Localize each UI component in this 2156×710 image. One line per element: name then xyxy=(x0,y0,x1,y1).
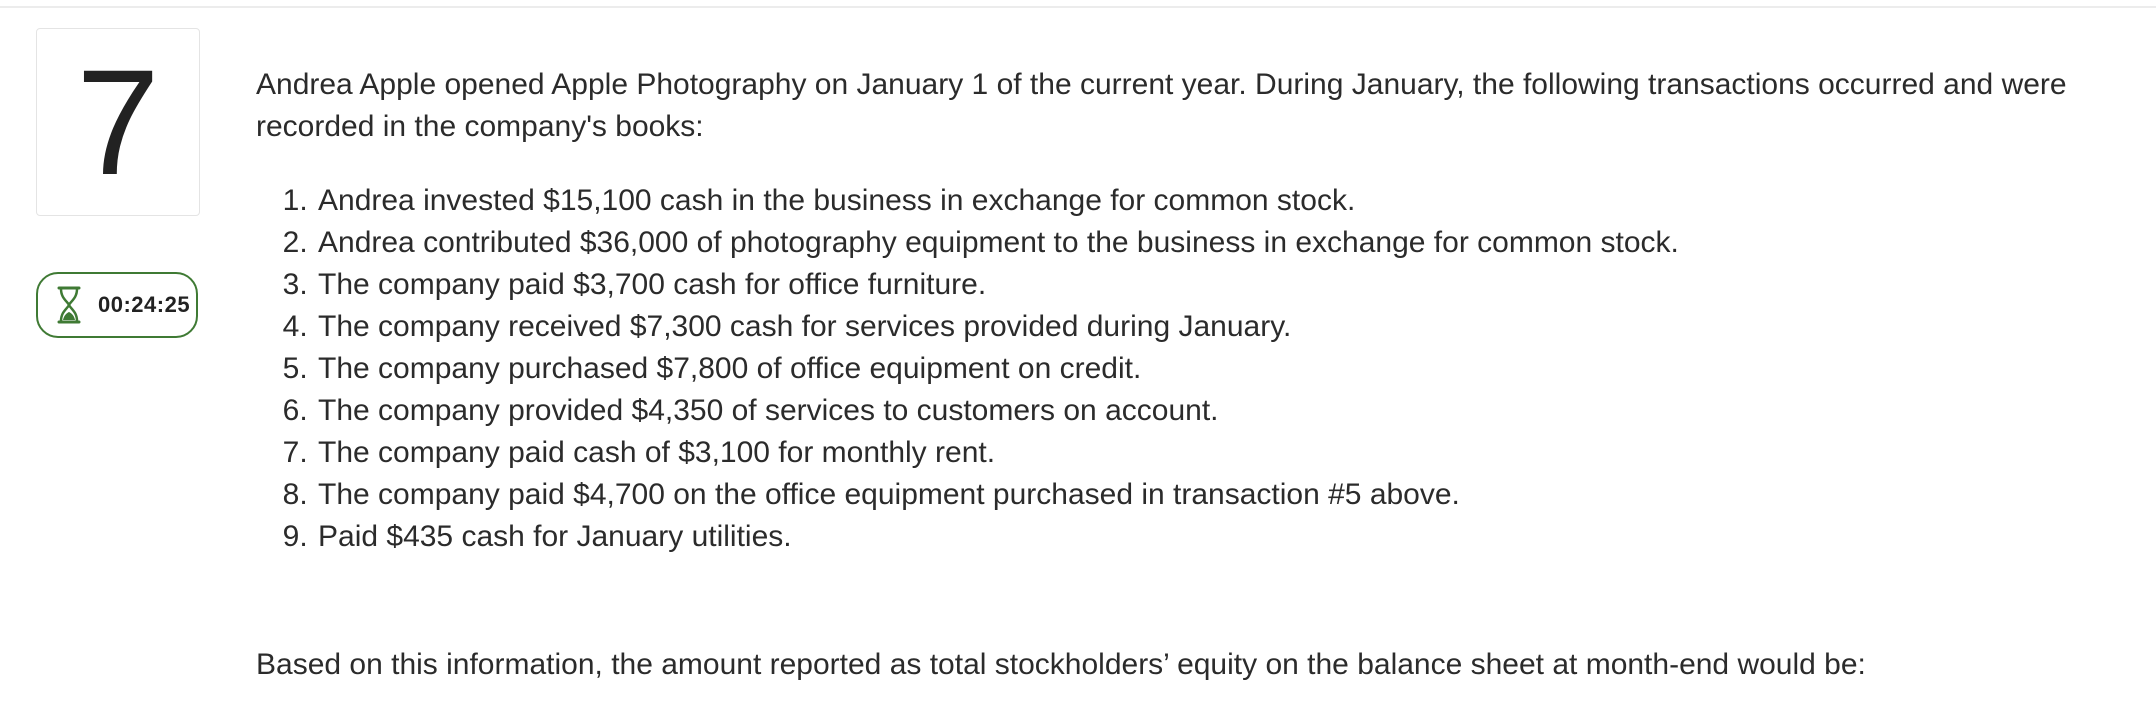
list-item: 3. The company paid $3,700 cash for office furniture. xyxy=(316,264,2116,306)
question-content xyxy=(256,64,2116,686)
question-number-box xyxy=(36,28,200,216)
transaction-list xyxy=(256,180,2116,558)
list-item: 6. The company provided $4,350 of services to customers on account. xyxy=(316,390,2116,432)
hourglass-icon xyxy=(56,286,82,324)
list-item: 8. The company paid $4,700 on the office equipment purchased in transaction #5 above. xyxy=(316,474,2116,516)
list-item: 1. Andrea invested $15,100 cash in the business in exchange for common stock. xyxy=(316,180,2116,222)
question-intro: Andrea Apple opened Apple Photography on January 1 of the current year. During January, the following transactions occurred and were recorded in the company's books: xyxy=(256,68,2067,143)
list-item: 2. Andrea contributed $36,000 of photography equipment to the business in exchange for common stock. xyxy=(316,222,2116,264)
timer-value: 00:24:25 xyxy=(98,292,191,317)
list-item: 5. The company purchased $7,800 of office equipment on credit. xyxy=(316,348,2116,390)
list-item: 7. The company paid cash of $3,100 for monthly rent. xyxy=(316,432,2116,474)
question-prompt: Based on this information, the amount reported as total stockholders’ equity on the balance sheet at month-end would be: xyxy=(256,648,1866,681)
list-item: 4. The company received $7,300 cash for services provided during January. xyxy=(316,306,2116,348)
timer-badge xyxy=(36,272,198,338)
top-divider xyxy=(0,6,2156,8)
list-item: 9. Paid $435 cash for January utilities. xyxy=(316,516,2116,558)
question-number: 7 xyxy=(76,38,160,206)
